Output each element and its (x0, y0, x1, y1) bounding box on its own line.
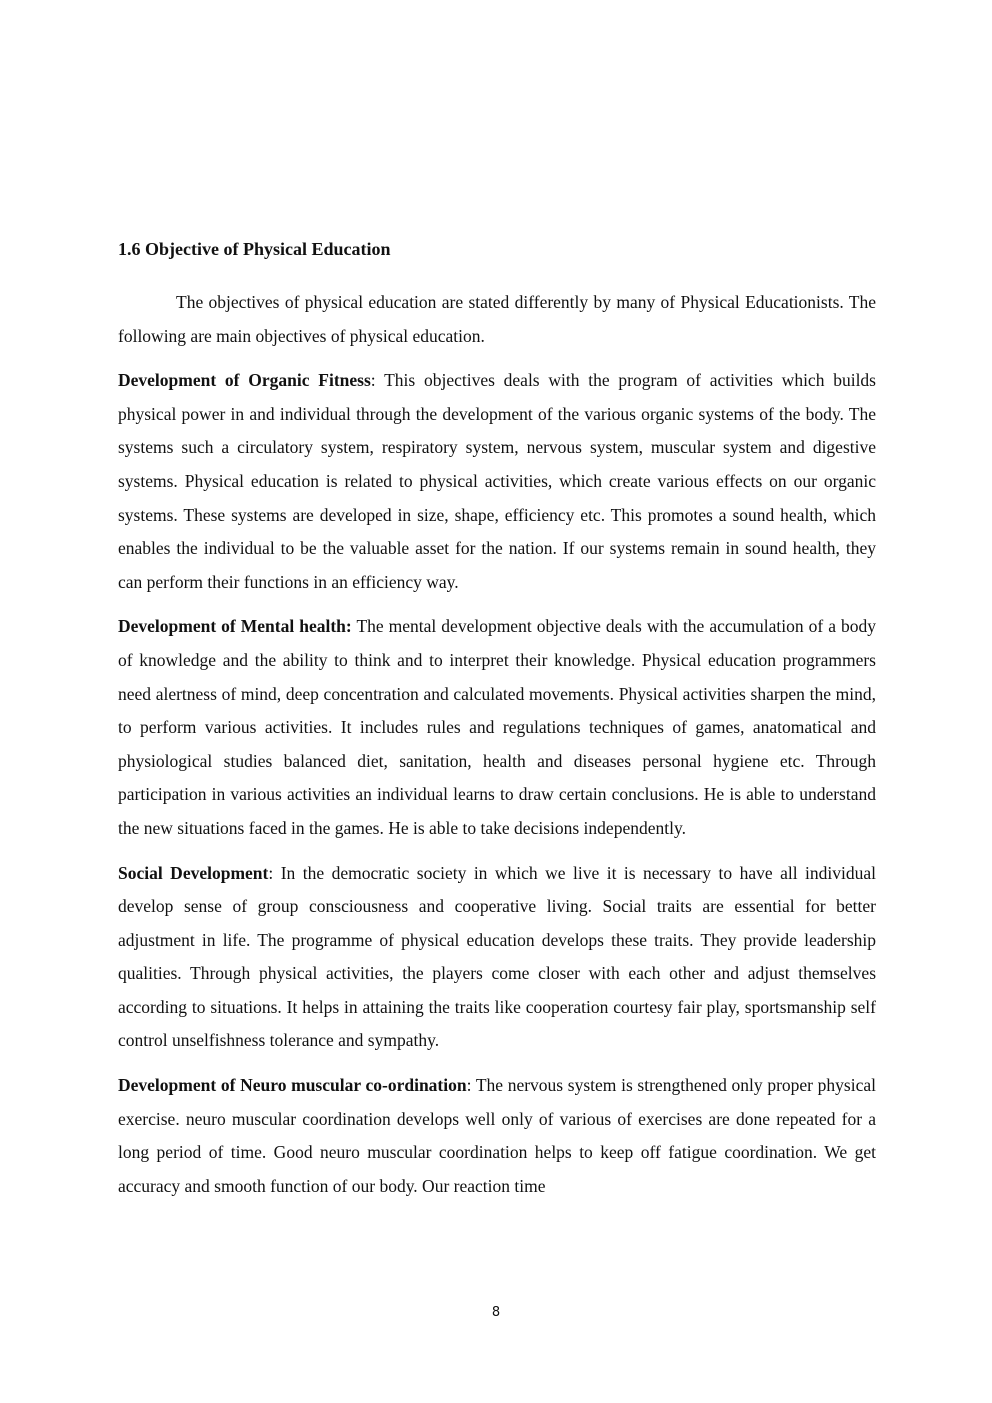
term-separator: : (466, 1075, 472, 1096)
paragraph-term: Development of Mental health: (118, 616, 352, 637)
term-separator: : (268, 862, 274, 883)
paragraph-term: Development of Organic Fitness (118, 370, 371, 391)
section-heading: 1.6 Objective of Physical Education (118, 239, 391, 259)
page-number: 8 (491, 1305, 501, 1320)
paragraph-neuro-muscular (118, 1069, 876, 1203)
paragraph-term: Social Development (118, 862, 269, 883)
paragraph-text: This objectives deals with the program of activities which builds physical power in and individual through the development of the various organic systems of the body. The systems such a circulatory system, respiratory system, nervous system, muscular system and digestive systems. Physical education is related to physical activities, which create various effects on our organic systems. These systems are developed in size, shape, efficiency etc. This promotes a sound health, which enables the individual to be the valuable asset for the nation. If our systems remain in sound health, they can perform their functions in an efficiency way. (118, 370, 876, 592)
paragraph-mental-health (118, 610, 876, 845)
paragraph-text: The nervous system is strengthened only proper physical exercise. neuro muscular coordination develops well only of various of exercises are done repeated for a long period of time. Good neuro muscular coordination helps to keep off fatigue coordination. We get accuracy and smooth function of our body. Our reaction time (118, 1075, 876, 1196)
paragraph-text: In the democratic society in which we live it is necessary to have all individual develop sense of group consciousness and cooperative living. Social traits are essential for better adjustment in life. The programme of physical education develops these traits. They provide leadership qualities. Through physical activities, the players come closer with each other and adjust themselves according to situations. It helps in attaining the traits like cooperation courtesy fair play, sportsmanship self control unselfishness tolerance and sympathy. (118, 862, 876, 1051)
paragraph-organic-fitness (118, 364, 876, 599)
document-body (118, 236, 876, 1214)
intro-paragraph: The objectives of physical education are stated differently by many of Physical Educationists. The following are main objectives of physical education. (118, 292, 876, 346)
paragraph-text: The mental development objective deals with the accumulation of a body of knowledge and the ability to think and to interpret their knowledge. Physical education programmers need alertness of mind, deep concentration and calculated movements. Physical activities sharpen the mind, to perform various activities. It includes rules and regulations techniques of games, anatomatical and physiological studies balanced diet, sanitation, health and diseases personal hygiene etc. Through participation in various activities an individual learns to draw certain conclusions. He is able to understand the new situations faced in the games. He is able to take decisions independently. (118, 616, 876, 838)
paragraph-term: Development of Neuro muscular co-ordination (118, 1075, 467, 1096)
paragraph-social-development (118, 857, 876, 1059)
term-separator: : (370, 370, 376, 391)
